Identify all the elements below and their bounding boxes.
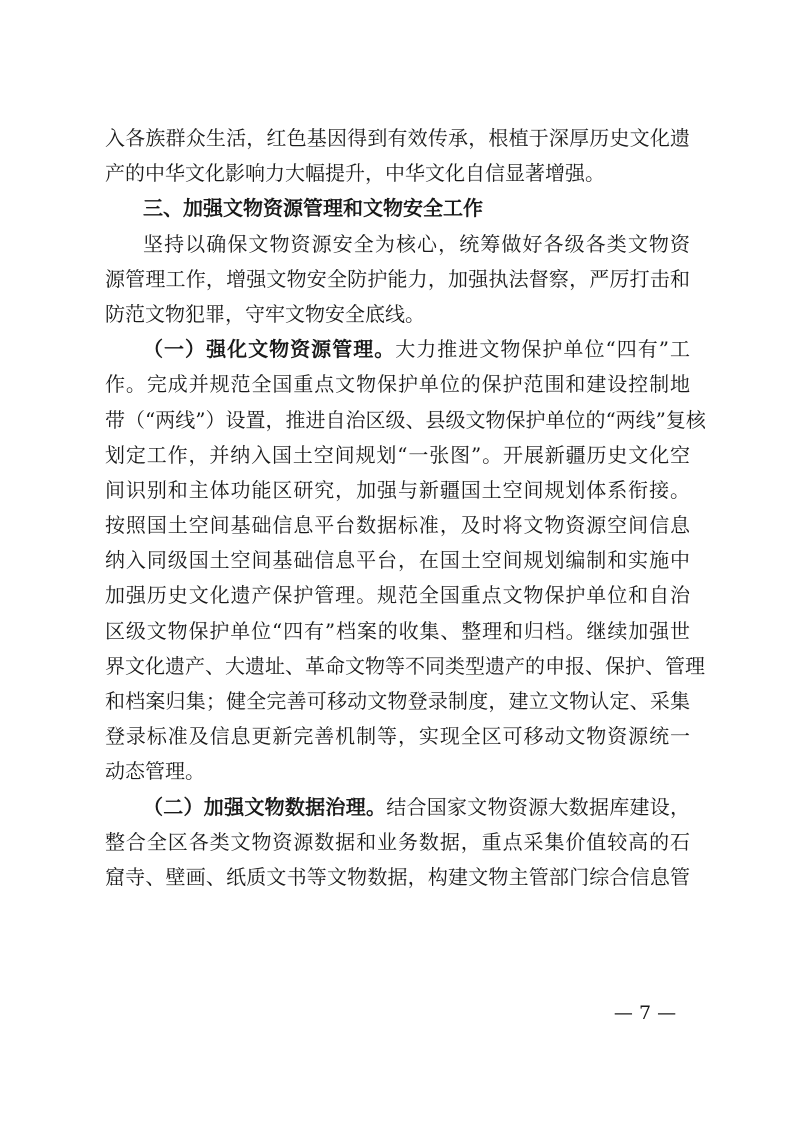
text-line: 划定工作，并纳入国土空间规划“一张图”。开展新疆历史文化空: [105, 442, 690, 467]
section-heading: 三、加强文物资源管理和文物安全工作: [143, 196, 483, 221]
text-line: 防范文物犯罪，守牢文物安全底线。: [105, 301, 425, 326]
text-line: 登录标准及信息更新完善机制等，实现全区可移动文物资源统一: [105, 724, 690, 749]
text-line: 整合全区各类文物资源数据和业务数据，重点采集价值较高的石: [105, 829, 690, 854]
text-line: 坚持以确保文物资源安全为核心，统筹做好各级各类文物资: [143, 231, 690, 256]
page-number: — 7 —: [613, 1002, 677, 1024]
item-lead: （二）加强文物数据治理。: [143, 794, 387, 819]
item-lead: （一）强化文物资源管理。: [143, 337, 396, 362]
text-line: 作。完成并规范全国重点文物保护单位的保护范围和建设控制地: [105, 372, 690, 397]
item-text: 大力推进文物保护单位“四有”工: [395, 337, 691, 362]
text-line: 界文化遗产、大遗址、革命文物等不同类型遗产的申报、保护、管理: [105, 653, 705, 678]
document-body: [105, 121, 706, 895]
text-line: 区级文物保护单位“四有”档案的收集、整理和归档。继续加强世: [105, 618, 690, 643]
item-text: 结合国家文物资源大数据库建设，: [386, 794, 691, 819]
text-line: 源管理工作，增强文物安全防护能力，加强执法督察，严厉打击和: [105, 266, 690, 291]
text-line: 产的中华文化影响力大幅提升，中华文化自信显著增强。: [105, 161, 605, 186]
paragraph-first-line: [105, 790, 690, 825]
text-line: 加强历史文化遗产保护管理。规范全国重点文物保护单位和自治: [105, 583, 690, 608]
text-line: 入各族群众生活，红色基因得到有效传承，根植于深厚历史文化遗: [105, 126, 690, 150]
text-line: 动态管理。: [105, 759, 205, 784]
text-line: 窟寺、壁画、纸质文书等文物数据，构建文物主管部门综合信息管: [105, 864, 690, 889]
text-line: 纳入同级国土空间基础信息平台，在国土空间规划编制和实施中: [105, 548, 690, 573]
text-line: 间识别和主体功能区研究，加强与新疆国土空间规划体系衔接。: [105, 477, 690, 502]
text-line: 按照国土空间基础信息平台数据标准，及时将文物资源空间信息: [105, 513, 690, 538]
paragraph-first-line: [105, 332, 690, 367]
text-line: 带（“两线”）设置，推进自治区级、县级文物保护单位的“两线”复核: [105, 407, 706, 432]
text-line: 和档案归集；健全完善可移动文物登录制度，建立文物认定、采集: [105, 689, 690, 713]
